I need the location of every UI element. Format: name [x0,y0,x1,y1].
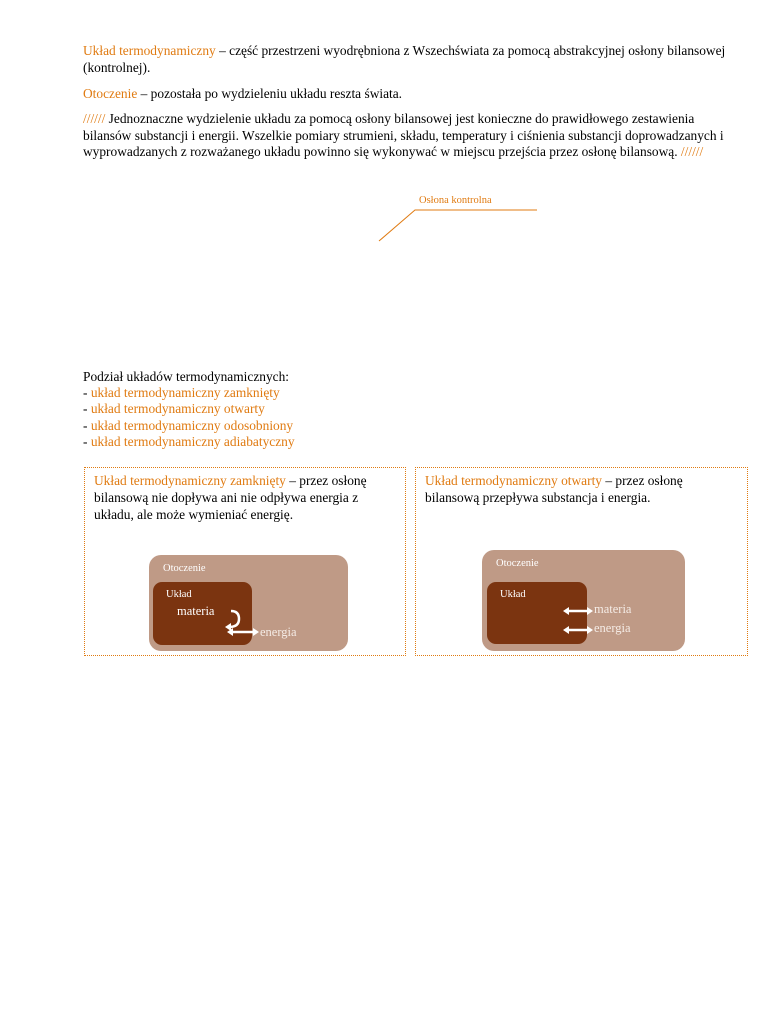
term-system: Układ termodynamiczny [83,43,216,58]
panel-open-description: Układ termodynamiczny otwarty – przez osłonę bilansową przepływa substancja i energia. [425,473,683,505]
matter-exchange-arrow-icon [563,605,593,617]
panel-closed-description: Układ termodynamiczny zamknięty – przez osłonę bilansową nie dopływa ani nie odpływa energia z układu, ale może wymieniać energię. [94,473,367,522]
surroundings-box [149,555,348,651]
surroundings-label: Otoczenie [163,563,206,574]
classification-list [83,369,295,450]
classification-heading: Podział układów termodynamicznych: [83,369,290,384]
panel-closed-system [84,467,406,656]
list-item: - układ termodynamiczny adiabatyczny [83,433,295,449]
surroundings-box [482,550,685,651]
note-text: Jednoznaczne wydzielenie układu za pomocą osłony bilansowej jest konieczne do prawidłowego zestawienia bilansów substancji i energii. Wszelkie pomiary strumieni, składu, temperatury i ciśnienia substancji doprowadzanych i wyprowadzanych z rozważanego układu powinno się wykonywać w miejscu przejścia przez osłonę bilansową. [83,111,724,160]
definition-surroundings [83,86,733,103]
panel-open-system [415,467,748,656]
matter-label: materia [177,604,215,618]
list-item: - układ termodynamiczny otwarty [83,401,265,417]
panel-open-term: Układ termodynamiczny otwarty [425,473,603,488]
panel-closed-term: Układ termodynamiczny zamknięty [94,473,286,488]
list-item: - układ termodynamiczny zamknięty [83,385,280,401]
surroundings-label: Otoczenie [496,558,539,569]
matter-label: materia [594,602,632,616]
system-label: Układ [166,589,192,600]
definition-system [83,43,733,76]
system-label: Układ [500,589,526,600]
note-mark-open: ////// [83,111,106,126]
definition-system-text: – część przestrzeni wyodrębniona z Wszechświata za pomocą abstrakcyjnej osłony bilansowej (kontrolnej). [83,43,726,75]
list-item: - układ termodynamiczny odosobniony [83,417,294,433]
definition-surroundings-text: – pozostała po wydzieleniu układu reszta świata. [137,86,403,101]
energy-exchange-arrow-icon [227,625,259,639]
term-surroundings: Otoczenie [83,86,138,101]
energy-exchange-arrow-icon [563,624,593,636]
energy-label: energia [260,625,297,639]
energy-label: energia [594,621,631,635]
note-mark-close: ////// [680,144,704,160]
callout-leader-line [370,200,542,245]
note-paragraph [83,111,733,161]
callout-label: Osłona kontrolna [419,195,492,206]
